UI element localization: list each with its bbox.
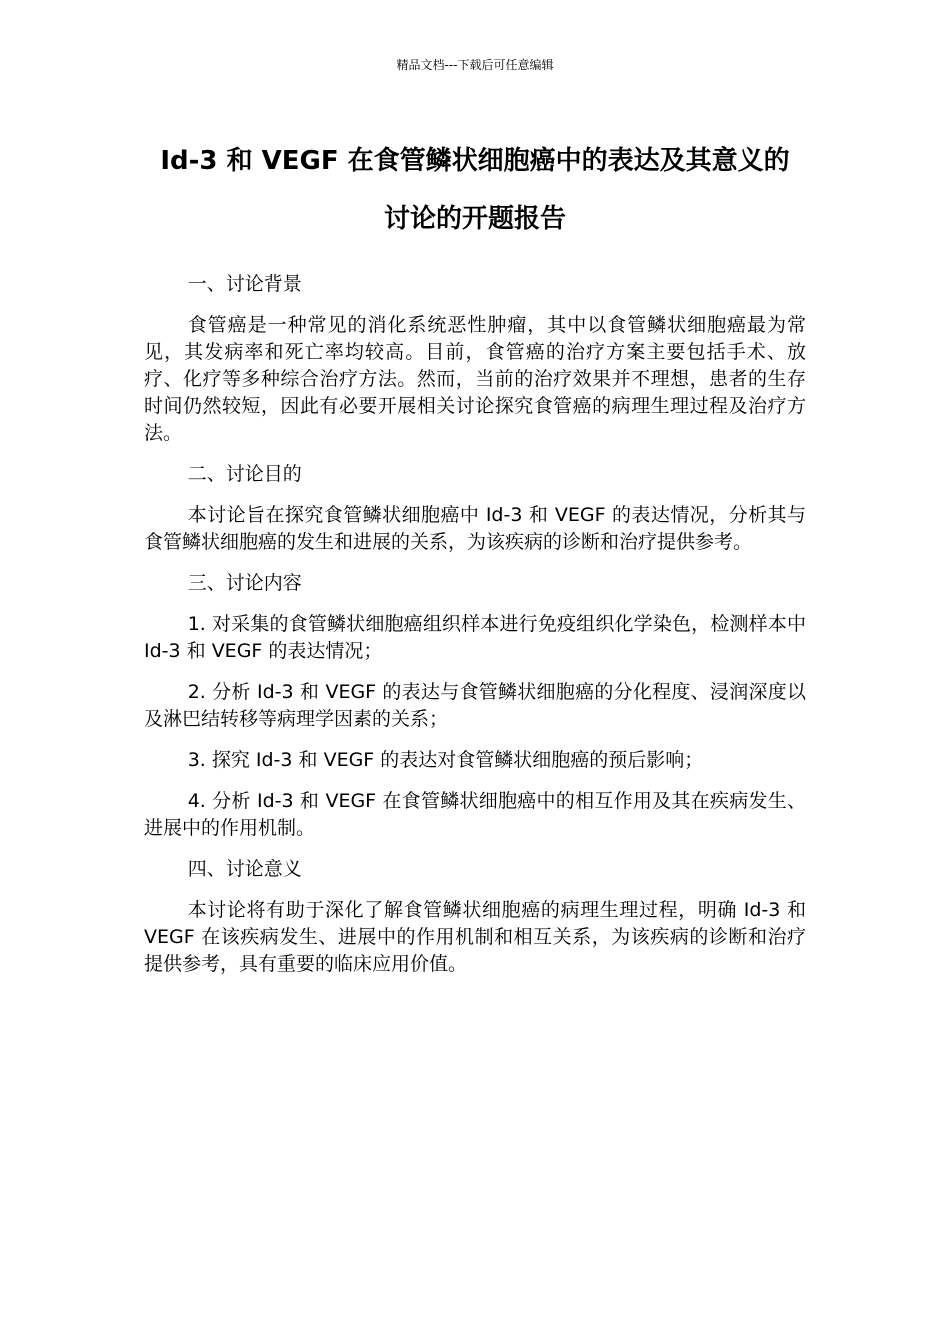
document-title: [143, 132, 807, 248]
section-heading-purpose: 二、讨论目的: [187, 463, 302, 485]
title-line-1: Id-3 和 VEGF 在食管鳞状细胞癌中的表达及其意义的: [160, 146, 790, 176]
content-item-3: 3. 探究 Id-3 和 VEGF 的表达对食管鳞状细胞癌的预后影响；: [187, 749, 704, 771]
paragraph-significance: 本讨论将有助于深化了解食管鳞状细胞癌的病理生理过程，明确 Id-3 和 VEGF 在该疾病发生、进展中的作用机制和相互关系，为该疾病的诊断和治疗提供参考，具有重要的临床应用价值。: [144, 899, 806, 975]
title-line-2: 讨论的开题报告: [383, 204, 566, 234]
content-item-2: 2. 分析 Id-3 和 VEGF 的表达与食管鳞状细胞癌的分化程度、浸润深度以及淋巴结转移等病理学因素的关系；: [144, 681, 806, 730]
section-heading-background: 一、讨论背景: [187, 273, 302, 295]
content-item-4: 4. 分析 Id-3 和 VEGF 在食管鳞状细胞癌中的相互作用及其在疾病发生、进展中的作用机制。: [144, 790, 806, 839]
header-note: 精品文档---下载后可任意编辑: [396, 58, 554, 72]
content-item-1: 1. 对采集的食管鳞状细胞癌组织样本进行免疫组织化学染色，检测样本中 Id-3 和 VEGF 的表达情况；: [144, 613, 806, 662]
document-body: [144, 271, 806, 992]
paragraph-background: 食管癌是一种常见的消化系统恶性肿瘤，其中以食管鳞状细胞癌最为常见，其发病率和死亡率均较高。目前，食管癌的治疗方案主要包括手术、放疗、化疗等多种综合治疗方法。然而，当前的治疗效果并不理想，患者的生存时间仍然较短，因此有必要开展相关讨论探究食管癌的病理生理过程及治疗方法。: [144, 314, 806, 444]
section-heading-content: 三、讨论内容: [187, 572, 302, 594]
section-heading-significance: 四、讨论意义: [187, 858, 302, 880]
paragraph-purpose: 本讨论旨在探究食管鳞状细胞癌中 Id-3 和 VEGF 的表达情况，分析其与食管鳞状细胞癌的发生和进展的关系，为该疾病的诊断和治疗提供参考。: [144, 504, 806, 553]
